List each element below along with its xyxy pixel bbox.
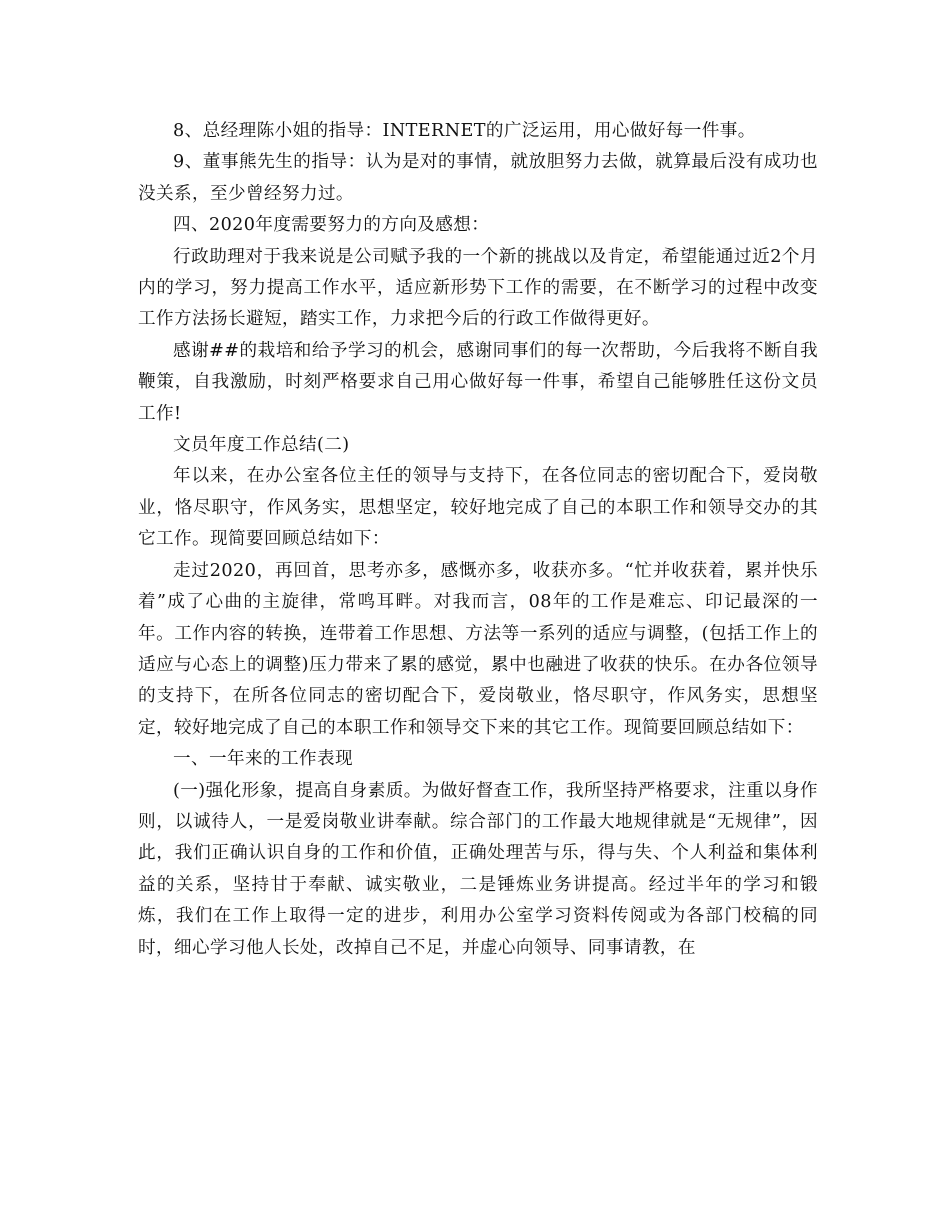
paragraph-strengthen-image: (一)强化形象，提高自身素质。为做好督查工作，我所坚持严格要求，注重以身作则，以诚待人，一是爱岗敬业讲奉献。综合部门的工作最大地规律就是“无规律”，因此，我们正确认识自身的工作和价值，正确处理苦与乐，得与失、个人利益和集体利益的关系，坚持甘于奉献、诚实敬业，二是锤炼业务讲提高。经过半年的学习和锻炼，我们在工作上取得一定的进步，利用办公室学习资料传阅或为各部门校稿的同时，细心学习他人长处，改掉自己不足，并虚心向领导、同事请教，在 [138,780,818,958]
document-body [138,116,818,964]
paragraph-director-guidance: 9、董事熊先生的指导：认为是对的事情，就放胆努力去做，就算最后没有成功也没关系，至少曾经努力过。 [138,152,818,204]
section-heading-performance: 一、一年来的工作表现 [173,749,353,770]
document-subtitle: 文员年度工作总结(二) [173,435,350,456]
paragraph-review: 走过2020，再回首，思考亦多，感慨亦多，收获亦多。“忙并收获着，累并快乐着”成了心曲的主旋律，常鸣耳畔。对我而言，08年的工作是难忘、印记最深的一年。工作内容的转换，连带着工作思想、方法等一系列的适应与调整，(包括工作上的适应与心态上的调整)压力带来了累的感觉，累中也融进了收获的快乐。在办各位领导的支持下，在所各位同志的密切配合下，爱岗敬业，恪尽职守，作风务实，思想坚定，较好地完成了自己的本职工作和领导交下来的其它工作。现简要回顾总结如下： [138,560,818,738]
paragraph-manager-guidance: 8、总经理陈小姐的指导：INTERNET的广泛运用，用心做好每一件事。 [173,121,756,141]
paragraph-admin-assistant: 行政助理对于我来说是公司赋予我的一个新的挑战以及肯定，希望能通过近2个月内的学习，努力提高工作水平，适应新形势下工作的需要，在不断学习的过程中改变工作方法扬长避短，踏实工作，力求把今后的行政工作做得更好。 [138,246,818,330]
section-heading-direction: 四、2020年度需要努力的方向及感想： [173,215,490,236]
paragraph-thanks: 感谢##的栽培和给予学习的机会，感谢同事们的每一次帮助，今后我将不断自我鞭策，自我激励，时刻严格要求自己用心做好每一件事，希望自己能够胜任这份文员工作! [138,340,818,424]
paragraph-intro: 年以来，在办公室各位主任的领导与支持下，在各位同志的密切配合下，爱岗敬业，恪尽职守，作风务实，思想坚定，较好地完成了自己的本职工作和领导交办的其它工作。现简要回顾总结如下： [138,466,818,550]
